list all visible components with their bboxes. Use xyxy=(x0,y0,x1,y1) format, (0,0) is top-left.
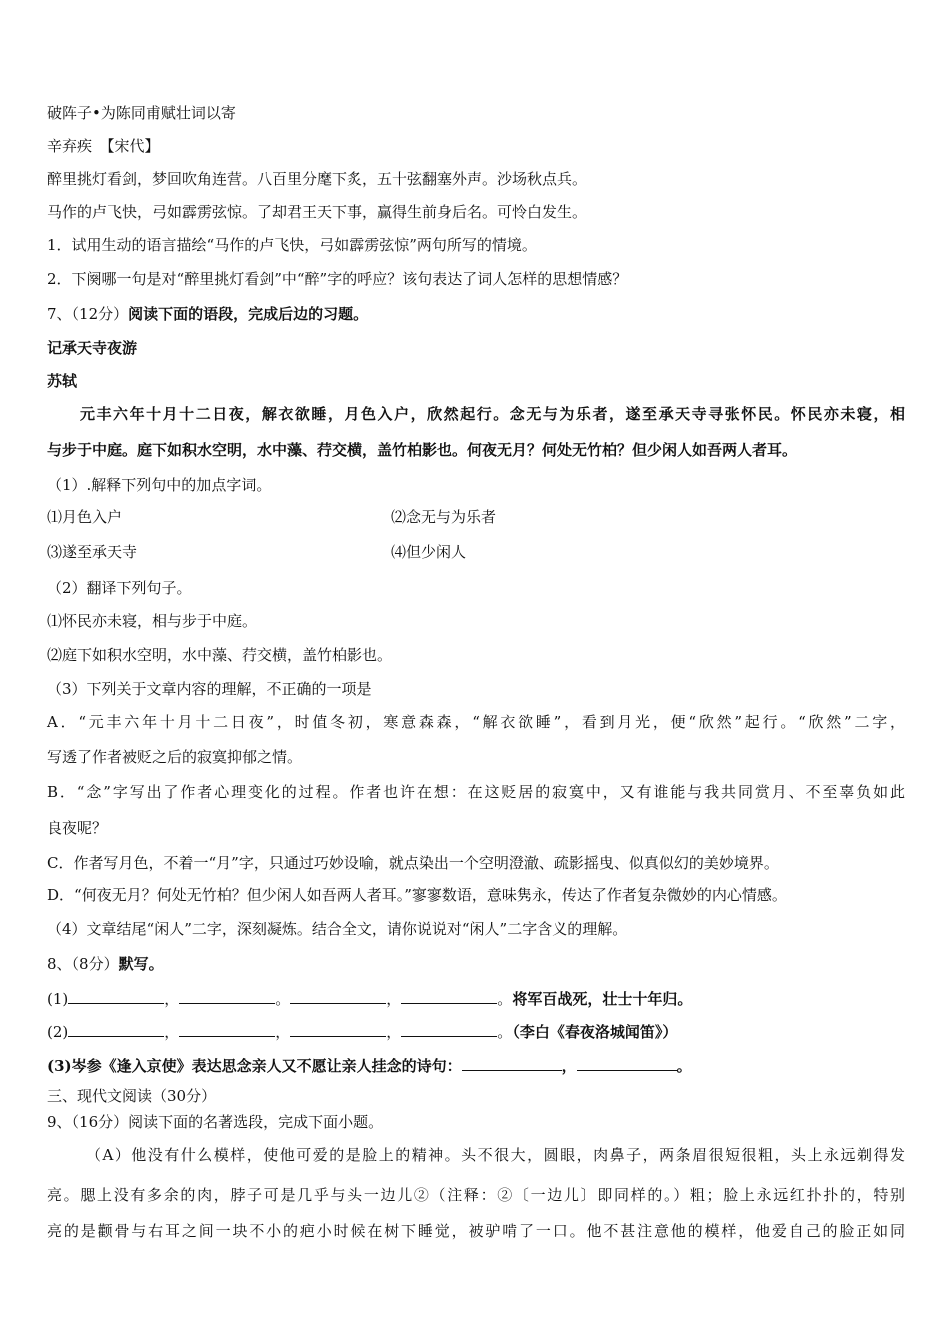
subquestion-2: （2）翻译下列句子。 xyxy=(47,579,192,597)
answer-blank[interactable] xyxy=(462,1055,562,1071)
period: 。 xyxy=(497,1023,513,1041)
answer-blank[interactable] xyxy=(179,988,275,1004)
dictation-line-2 xyxy=(47,1021,677,1041)
question-9-heading: 9、（16分）阅读下面的名著选段，完成下面小题。 xyxy=(47,1113,384,1131)
answer-blank[interactable] xyxy=(577,1055,677,1071)
answer-blank[interactable] xyxy=(290,1021,386,1037)
comma: ， xyxy=(386,990,402,1008)
answer-blank[interactable] xyxy=(401,1021,497,1037)
poem-line-2: 马作的卢飞快，弓如霹雳弦惊。了却君王天下事，赢得生前身后名。可怜白发生。 xyxy=(47,203,588,221)
answer-blank[interactable] xyxy=(179,1021,275,1037)
option-b-line-2: 良夜呢？ xyxy=(47,819,108,837)
dictation-line-1 xyxy=(47,988,692,1008)
dictation-tail-1: 将军百战死，壮士十年归。 xyxy=(512,990,693,1008)
answer-blank[interactable] xyxy=(68,988,164,1004)
dictation-label-1: (1) xyxy=(47,990,69,1008)
comma: ， xyxy=(275,1023,291,1041)
answer-blank[interactable] xyxy=(68,1021,164,1037)
period: 。 xyxy=(497,990,513,1008)
poem-question-2: 2．下阕哪一句是对“醉里挑灯看剑”中“醉”字的呼应？该句表达了词人怎样的思想情感？ xyxy=(47,270,628,288)
answer-blank[interactable] xyxy=(290,988,386,1004)
subquestion-3: （3）下列关于文章内容的理解，不正确的一项是 xyxy=(47,680,372,698)
word-item-4: ⑷但少闲人 xyxy=(391,543,467,561)
question-8-instruction: 默写。 xyxy=(118,955,164,973)
passage-line-1: （A）他没有什么模样，使他可爱的是脸上的精神。头不很大，圆眼，肉鼻子，两条眉很短很粗，头上永远剃得发 xyxy=(86,1146,905,1164)
subquestion-1: （1）.解释下列句中的加点字词。 xyxy=(47,476,272,494)
essay-author: 苏轼 xyxy=(47,372,78,390)
poem-title: 破阵子•为陈同甫赋壮词以寄 xyxy=(47,104,236,122)
poem-author: 辛弃疾 【宋代】 xyxy=(47,137,160,155)
translate-item-2: ⑵庭下如积水空明，水中藻、荇交横，盖竹柏影也。 xyxy=(47,646,393,664)
passage-line-2: 亮。腮上没有多余的肉，脖子可是几乎与头一边儿②（注释：②〔一边儿〕即同样的。）粗；脸上永远红扑扑的，特别 xyxy=(47,1186,905,1204)
section-3-title: 三、现代文阅读（30分） xyxy=(47,1087,217,1105)
word-item-1: ⑴月色入户 xyxy=(47,508,123,526)
dictation-line-3 xyxy=(47,1055,692,1075)
question-7-heading xyxy=(47,305,368,323)
question-8-heading xyxy=(47,955,164,973)
period: 。 xyxy=(275,990,291,1008)
question-7-number: 7、（12分） xyxy=(47,305,129,323)
dictation-text-3: (3)岑参《逢入京使》表达思念亲人又不愿让亲人挂念的诗句： xyxy=(47,1057,462,1075)
comma: ， xyxy=(386,1023,402,1041)
comma: ， xyxy=(164,1023,180,1041)
option-c: C．作者写月色，不着一“月”字，只通过巧妙设喻，就点染出一个空明澄澈、疏影摇曳、似真似幻的美妙境界。 xyxy=(47,854,779,872)
word-item-2: ⑵念无与为乐者 xyxy=(391,508,497,526)
comma: ， xyxy=(561,1057,577,1075)
answer-blank[interactable] xyxy=(401,988,497,1004)
subquestion-4: （4）文章结尾“闲人”二字，深刻凝炼。结合全文，请你说说对“闲人”二字含义的理解。 xyxy=(47,920,628,938)
essay-text-line-1: 元丰六年十月十二日夜，解衣欲睡，月色入户，欣然起行。念无与为乐者，遂至承天寺寻张怀民。怀民亦未寝，相 xyxy=(80,405,905,423)
option-a-line-1: A．“元丰六年十月十二日夜”，时值冬初，寒意森森，“解衣欲睡”，看到月光，便“欣然”起行。“欣然”二字， xyxy=(47,713,905,731)
passage-line-3: 亮的是颧骨与右耳之间一块不小的疤小时候在树下睡觉，被驴啃了一口。他不甚注意他的模样，他爱自己的脸正如同 xyxy=(47,1222,905,1240)
dictation-label-2: (2) xyxy=(47,1023,69,1041)
word-item-3: ⑶遂至承天寺 xyxy=(47,543,138,561)
option-b-line-1: B．“念”字写出了作者心理变化的过程。作者也许在想：在这贬居的寂寞中，又有谁能与我共同赏月、不至辜负如此 xyxy=(47,783,905,801)
question-8-number: 8、（8分） xyxy=(47,955,119,973)
period: 。 xyxy=(676,1057,692,1075)
option-a-line-2: 写透了作者被贬之后的寂寞抑郁之情。 xyxy=(47,748,303,766)
question-7-instruction: 阅读下面的语段，完成后边的习题。 xyxy=(128,305,369,323)
essay-title: 记承天寺夜游 xyxy=(47,339,138,357)
dictation-tail-2: （李白《春夜洛城闻笛》） xyxy=(512,1023,678,1041)
poem-question-1: 1．试用生动的语言描绘“马作的卢飞快，弓如霹雳弦惊”两句所写的情境。 xyxy=(47,236,537,254)
translate-item-1: ⑴怀民亦未寝，相与步于中庭。 xyxy=(47,612,258,630)
essay-text-line-2: 与步于中庭。庭下如积水空明，水中藻、荇交横，盖竹柏影也。何夜无月？何处无竹柏？但少闲人如吾两人者耳。 xyxy=(47,441,798,459)
poem-line-1: 醉里挑灯看剑，梦回吹角连营。八百里分麾下炙，五十弦翻塞外声。沙场秋点兵。 xyxy=(47,170,588,188)
comma: ， xyxy=(164,990,180,1008)
option-d: D．“何夜无月？何处无竹柏？但少闲人如吾两人者耳。”寥寥数语，意味隽永，传达了作者复杂微妙的内心情感。 xyxy=(47,886,787,904)
